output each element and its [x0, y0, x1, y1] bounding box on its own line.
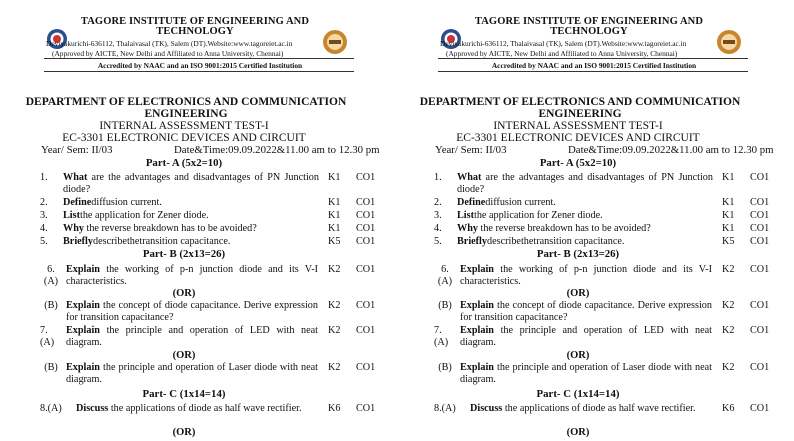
part-c-title: Part- C (1x14=14): [142, 388, 226, 400]
question-row: 5. Brieflydescribethetransition capacitance. K5 CO1: [434, 236, 770, 247]
header-divider: [438, 58, 748, 59]
test-title: INTERNAL ASSESSMENT TEST-I: [99, 120, 269, 132]
question-paper-left: [0, 0, 380, 441]
question-row: 2. Definediffusion current. K1 CO1: [434, 197, 770, 208]
accreditation-note: Accredited by NAAC and an ISO 9001:2015 Certified Institution: [97, 61, 303, 70]
year-sem: Year/ Sem: II/03: [41, 144, 113, 156]
date-time: Date&Time:09.09.2022&11.00 am to 12.30 pm: [568, 144, 774, 156]
question-row: 3. Listthe application for Zener diode. K1 CO1: [40, 210, 376, 221]
or-divider: (OR): [172, 350, 196, 361]
question-row: 7. (A) Explain the principle and operation of LED with neat diagram. K2 CO1: [40, 325, 376, 348]
question-row: 1. What are the advantages and disadvantages of PN Junction diode? K1 CO1: [434, 172, 770, 195]
institute-address: Deviyakurichi-636112, Thalaivasal (TK), Salem (DT).Website:www.tagoreiet.ac.in: [46, 39, 293, 48]
part-b-title: Part- B (2x13=26): [142, 248, 226, 260]
question-row: (B) Explain the concept of diode capacitance. Derive expression for transition capacitance? K2 CO1: [44, 300, 376, 323]
accreditation-seal-icon: [716, 29, 742, 55]
course-title: EC-3301 ELECTRONIC DEVICES AND CIRCUIT: [62, 132, 306, 144]
question-row: 8.(A) Discuss the applications of diode as half wave rectifier. K6 CO1: [40, 403, 376, 414]
date-time: Date&Time:09.09.2022&11.00 am to 12.30 pm: [174, 144, 380, 156]
approval-note: (Approved by AICTE, New Delhi and Affiliated to Anna University, Chennai): [446, 49, 678, 58]
question-row: 3. Listthe application for Zener diode. K1 CO1: [434, 210, 770, 221]
question-paper-right: [394, 0, 784, 441]
accreditation-note: Accredited by NAAC and an ISO 9001:2015 Certified Institution: [491, 61, 697, 70]
department-title: DEPARTMENT OF ELECTRONICS AND COMMUNICATION ENGINEERING: [419, 96, 741, 120]
or-divider: (OR): [566, 427, 590, 438]
test-title: INTERNAL ASSESSMENT TEST-I: [493, 120, 663, 132]
question-row: 4. Why the reverse breakdown has to be avoided? K1 CO1: [434, 223, 770, 234]
header-divider: [44, 71, 354, 72]
or-divider: (OR): [172, 427, 196, 438]
question-row: 7. (A) Explain the principle and operation of LED with neat diagram. K2 CO1: [434, 325, 770, 348]
question-row: 4. Why the reverse breakdown has to be avoided? K1 CO1: [40, 223, 376, 234]
question-row: (B) Explain the principle and operation of Laser diode with neat diagram. K2 CO1: [44, 362, 376, 385]
part-b-title: Part- B (2x13=26): [536, 248, 620, 260]
part-a-title: Part- A (5x2=10): [539, 157, 617, 169]
question-row: 1. What are the advantages and disadvantages of PN Junction diode? K1 CO1: [40, 172, 376, 195]
department-title: DEPARTMENT OF ELECTRONICS AND COMMUNICATION ENGINEERING: [25, 96, 347, 120]
accreditation-seal-icon: [322, 29, 348, 55]
question-row: (B) Explain the principle and operation of Laser diode with neat diagram. K2 CO1: [438, 362, 770, 385]
or-divider: (OR): [566, 288, 590, 299]
part-a-title: Part- A (5x2=10): [145, 157, 223, 169]
part-c-title: Part- C (1x14=14): [536, 388, 620, 400]
institute-name: TAGORE INSTITUTE OF ENGINEERING AND TECHNOLOGY: [474, 16, 704, 37]
approval-note: (Approved by AICTE, New Delhi and Affiliated to Anna University, Chennai): [52, 49, 284, 58]
question-row: 8.(A) Discuss the applications of diode as half wave rectifier. K6 CO1: [434, 403, 770, 414]
question-row: 5. Brieflydescribethetransition capacitance. K5 CO1: [40, 236, 376, 247]
course-title: EC-3301 ELECTRONIC DEVICES AND CIRCUIT: [456, 132, 700, 144]
institute-name: TAGORE INSTITUTE OF ENGINEERING AND TECHNOLOGY: [80, 16, 310, 37]
question-row: (B) Explain the concept of diode capacitance. Derive expression for transition capacitance? K2 CO1: [438, 300, 770, 323]
or-divider: (OR): [566, 350, 590, 361]
question-row: 6. (A) Explain the working of p-n junction diode and its V-I characteristics. K2 CO1: [437, 264, 770, 287]
header-divider: [44, 58, 354, 59]
header-divider: [438, 71, 748, 72]
institute-address: Deviyakurichi-636112, Thalaivasal (TK), Salem (DT).Website:www.tagoreiet.ac.in: [440, 39, 687, 48]
question-row: 2. Definediffusion current. K1 CO1: [40, 197, 376, 208]
question-row: 6. (A) Explain the working of p-n junction diode and its V-I characteristics. K2 CO1: [43, 264, 376, 287]
or-divider: (OR): [172, 288, 196, 299]
year-sem: Year/ Sem: II/03: [435, 144, 507, 156]
